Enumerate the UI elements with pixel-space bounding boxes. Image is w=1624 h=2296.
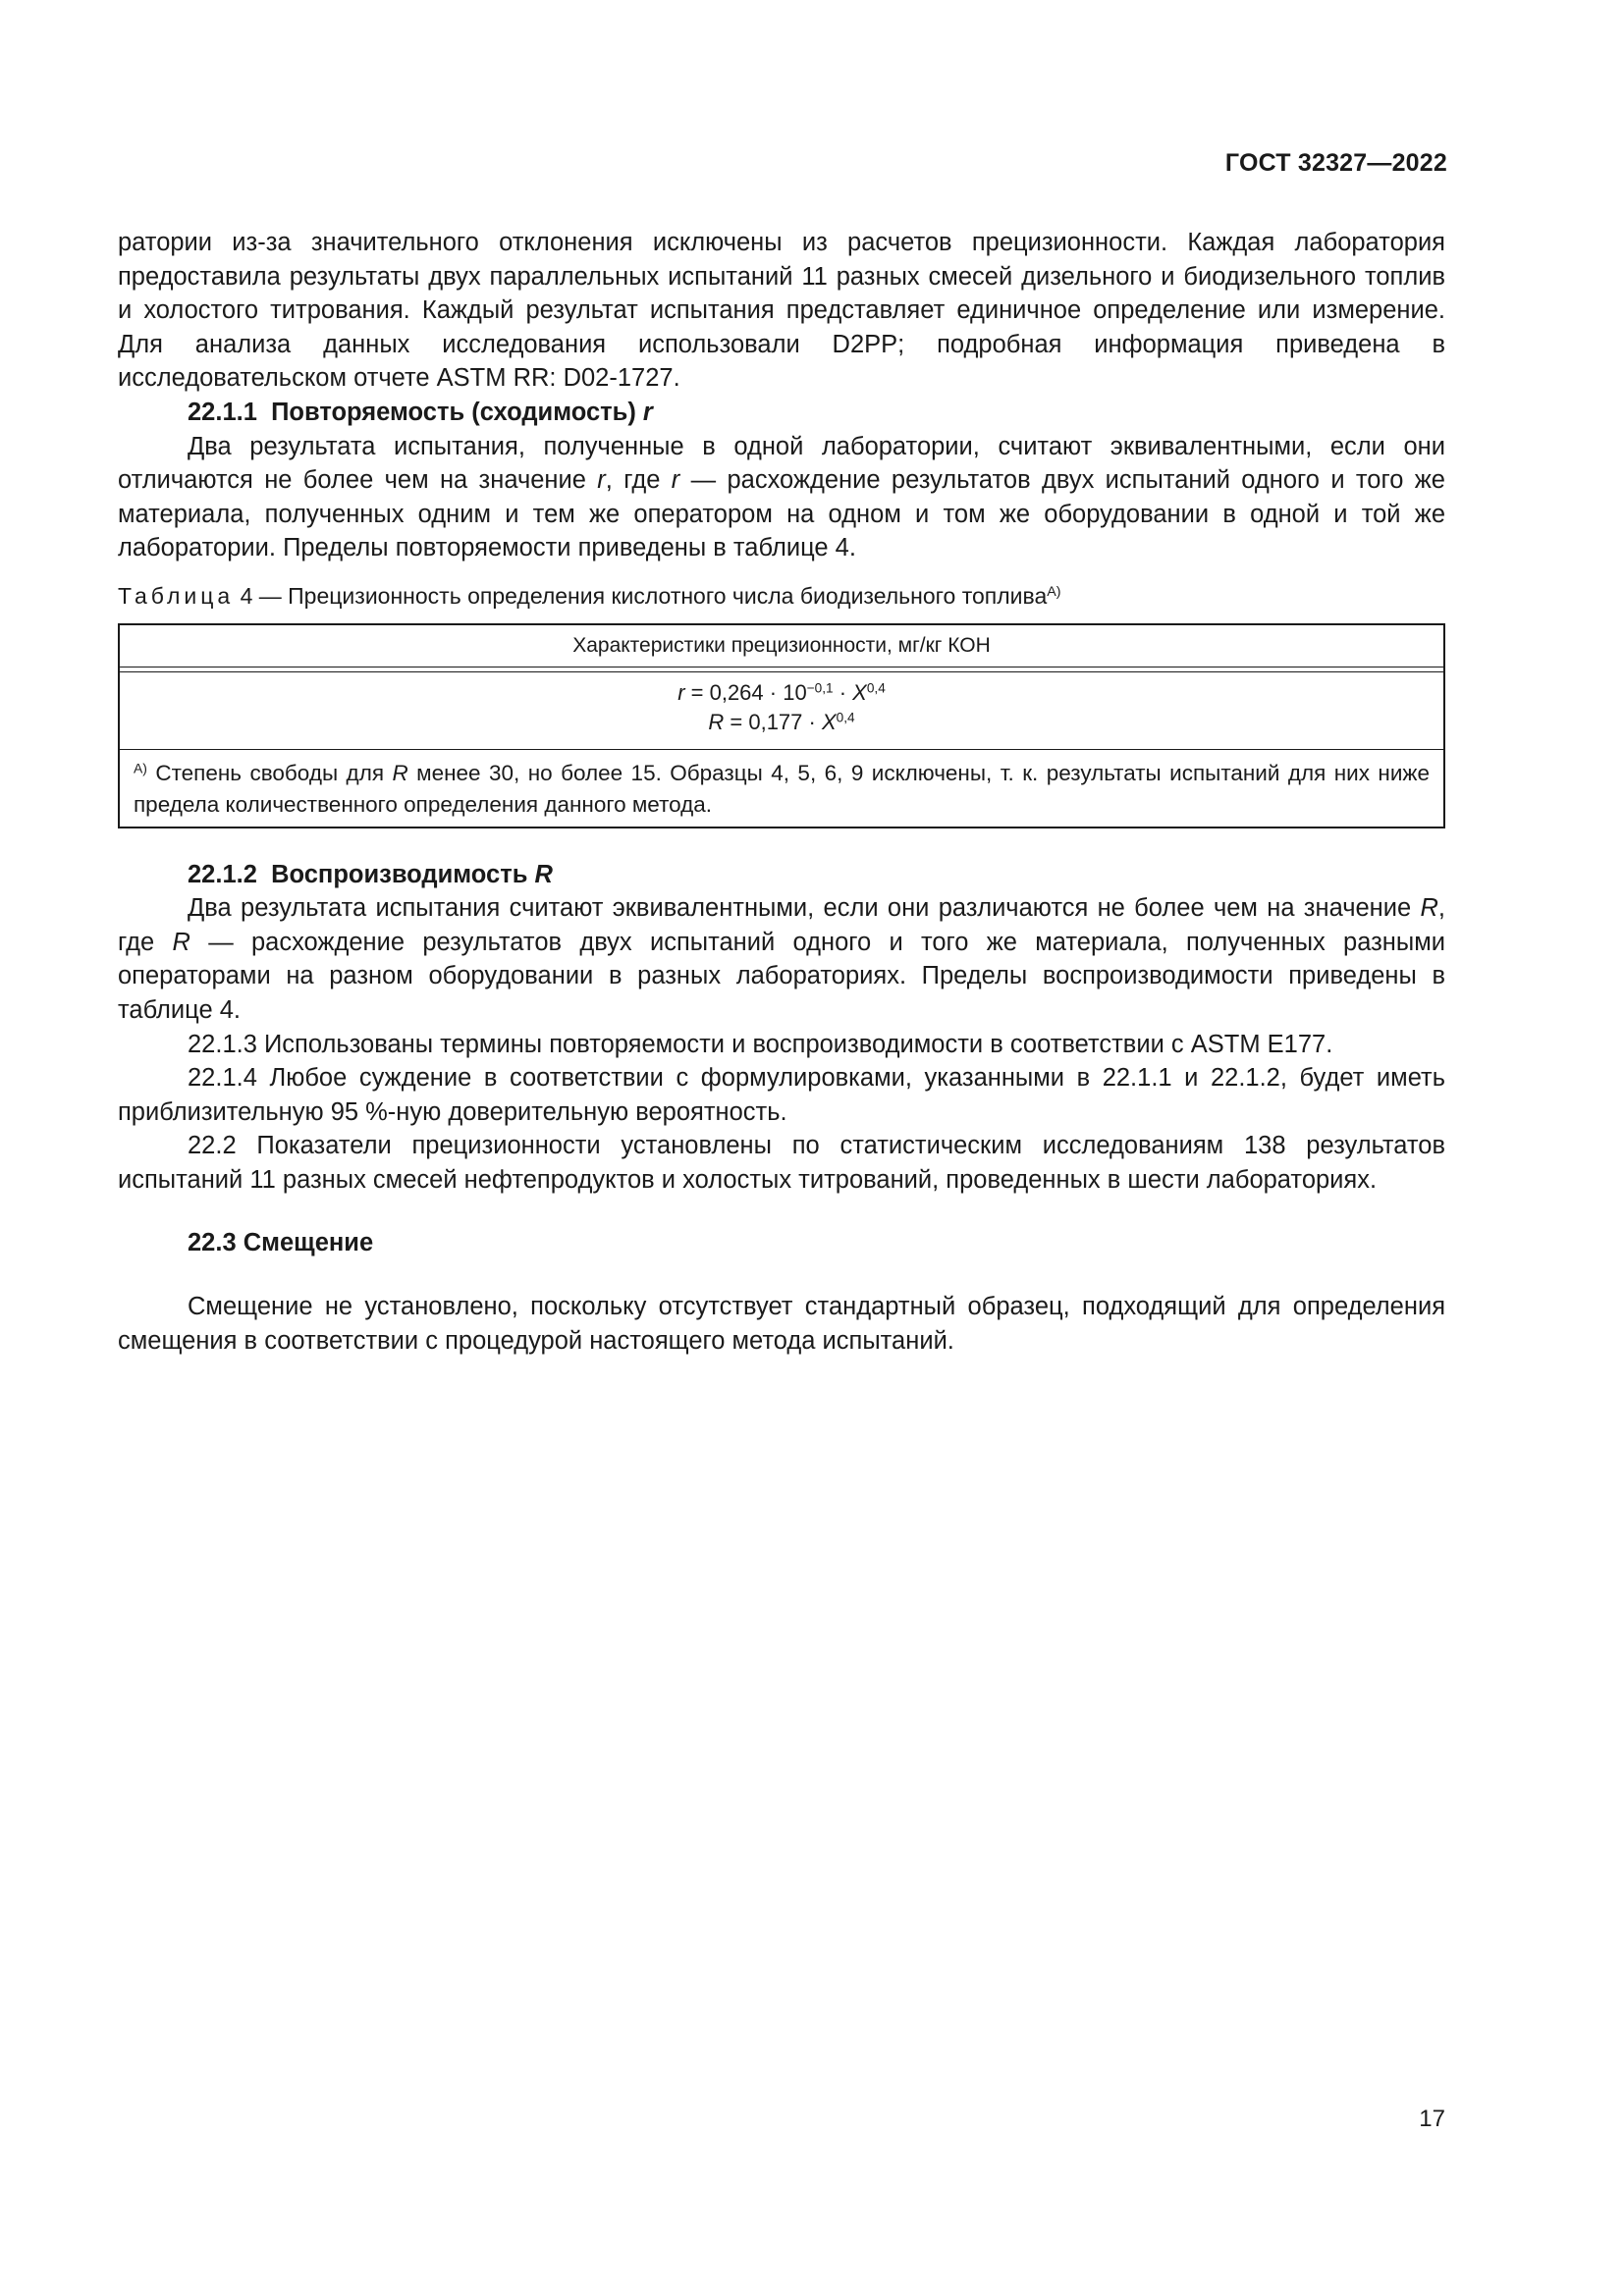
text-run: , где (118, 894, 1445, 956)
text-run: Степень свободы для (146, 760, 393, 785)
formula-text: = 0,264 · 10 (684, 679, 807, 705)
text-run: — расхождение результатов двух испытаний одного и того же материала, полученных разными операторами на разном оборудовании в разных лабораториях. Пределы воспроизводимости приведены в таблице 4. (118, 928, 1445, 1024)
document-body (118, 226, 1445, 1358)
formula-variable: R (708, 709, 725, 734)
paragraph-222: 22.2 Показатели прецизионности установлены по статистическим исследованиям 138 результатов испытаний 11 разных смесей нефтепродуктов и холостых титрований, проведенных в шести лабораториях. (118, 1132, 1445, 1194)
formula-variable: X (852, 679, 867, 705)
section-223-paragraph: Смещение не установлено, поскольку отсутствует стандартный образец, подходящий для определения смещения в соответствии с процедурой настоящего метода испытаний. (118, 1293, 1445, 1355)
section-title: Воспроизводимость (271, 860, 528, 888)
table-caption-word: Таблица (118, 582, 235, 609)
section-223-heading: 22.3 Смещение (188, 1229, 374, 1257)
paragraph-2213: 22.1.3 Использованы термины повторяемости и воспроизводимости в соответствии с ASTM E177. (188, 1030, 1333, 1058)
formula-repeatability (119, 671, 1444, 708)
precision-table (118, 623, 1445, 828)
section-2212-heading (118, 858, 1445, 892)
section-symbol: R (534, 860, 553, 888)
section-number: 22.1.1 (188, 398, 257, 426)
text-run: — расхождение результатов двух испытаний одного и того же материала, полученных одним и тем же оператором на одном и том же оборудовании в одной и той же лаборатории. Пределы повторяемости приведены в таблице 4. (118, 466, 1445, 562)
table-footnote (119, 749, 1444, 828)
table-column-header: Характеристики прецизионности, мг/кг КОН (119, 624, 1444, 667)
symbol-r: r (597, 466, 606, 495)
symbol-R: R (1420, 894, 1438, 923)
section-number: 22.1.2 (188, 860, 257, 888)
formula-exponent: 0,4 (866, 680, 886, 696)
intro-paragraph: ратории из-за значительного отклонения исключены из расчетов прецизионности. Каждая лаборатория предоставила результаты двух параллельных испытаний 11 разных смесей дизельного и биодизельного топлив и холостого титрования. Каждый результат испытания представляет единичное определение или измерение. Для анализа данных исследования использовали D2PP; подробная информация приведена в исследовательском отчете ASTM RR: D02-1727. (118, 229, 1445, 393)
table-caption (118, 579, 1445, 614)
formula-variable: X (821, 709, 837, 734)
page-number: 17 (1419, 2106, 1445, 2132)
document-header: ГОСТ 32327—2022 (1224, 149, 1447, 177)
section-2211-heading (118, 396, 1445, 430)
formula-reproducibility (119, 708, 1444, 750)
text-run: Два результата испытания, полученные в одной лаборатории, считают эквивалентными, если они отличаются не более чем на значение (118, 432, 1445, 495)
formula-variable: r (677, 679, 685, 705)
section-symbol: r (642, 398, 653, 426)
formula-text: · (833, 679, 853, 705)
table-caption-text: 4 — Прецизионность определения кислотного числа биодизельного топлива (234, 582, 1048, 609)
symbol-R: R (172, 928, 190, 956)
text-run: , где (605, 466, 672, 495)
formula-exponent: 0,4 (836, 710, 855, 725)
footnote-marker: А) (1047, 584, 1061, 601)
section-2212-paragraph (118, 891, 1445, 1027)
formula-exponent: −0,1 (806, 680, 834, 696)
symbol-R: R (392, 760, 408, 785)
paragraph-2214: 22.1.4 Любое суждение в соответствии с формулировками, указанными в 22.1.1 и 22.1.2, будет иметь приблизительную 95 %-ную доверительную вероятность. (118, 1064, 1445, 1126)
formula-text: = 0,177 · (724, 709, 822, 734)
footnote-marker: А) (134, 759, 147, 775)
section-title: Повторяемость (сходимость) (271, 398, 636, 426)
text-run: Два результата испытания считают эквивалентными, если они различаются не более чем на значение (188, 894, 1421, 923)
text-run: менее 30, но более 15. Образцы 4, 5, 6, 9 исключены, т. к. результаты испытаний для них ниже предела количественного определения данного метода. (134, 760, 1430, 817)
symbol-r: r (671, 466, 680, 495)
section-2211-paragraph (118, 430, 1445, 565)
